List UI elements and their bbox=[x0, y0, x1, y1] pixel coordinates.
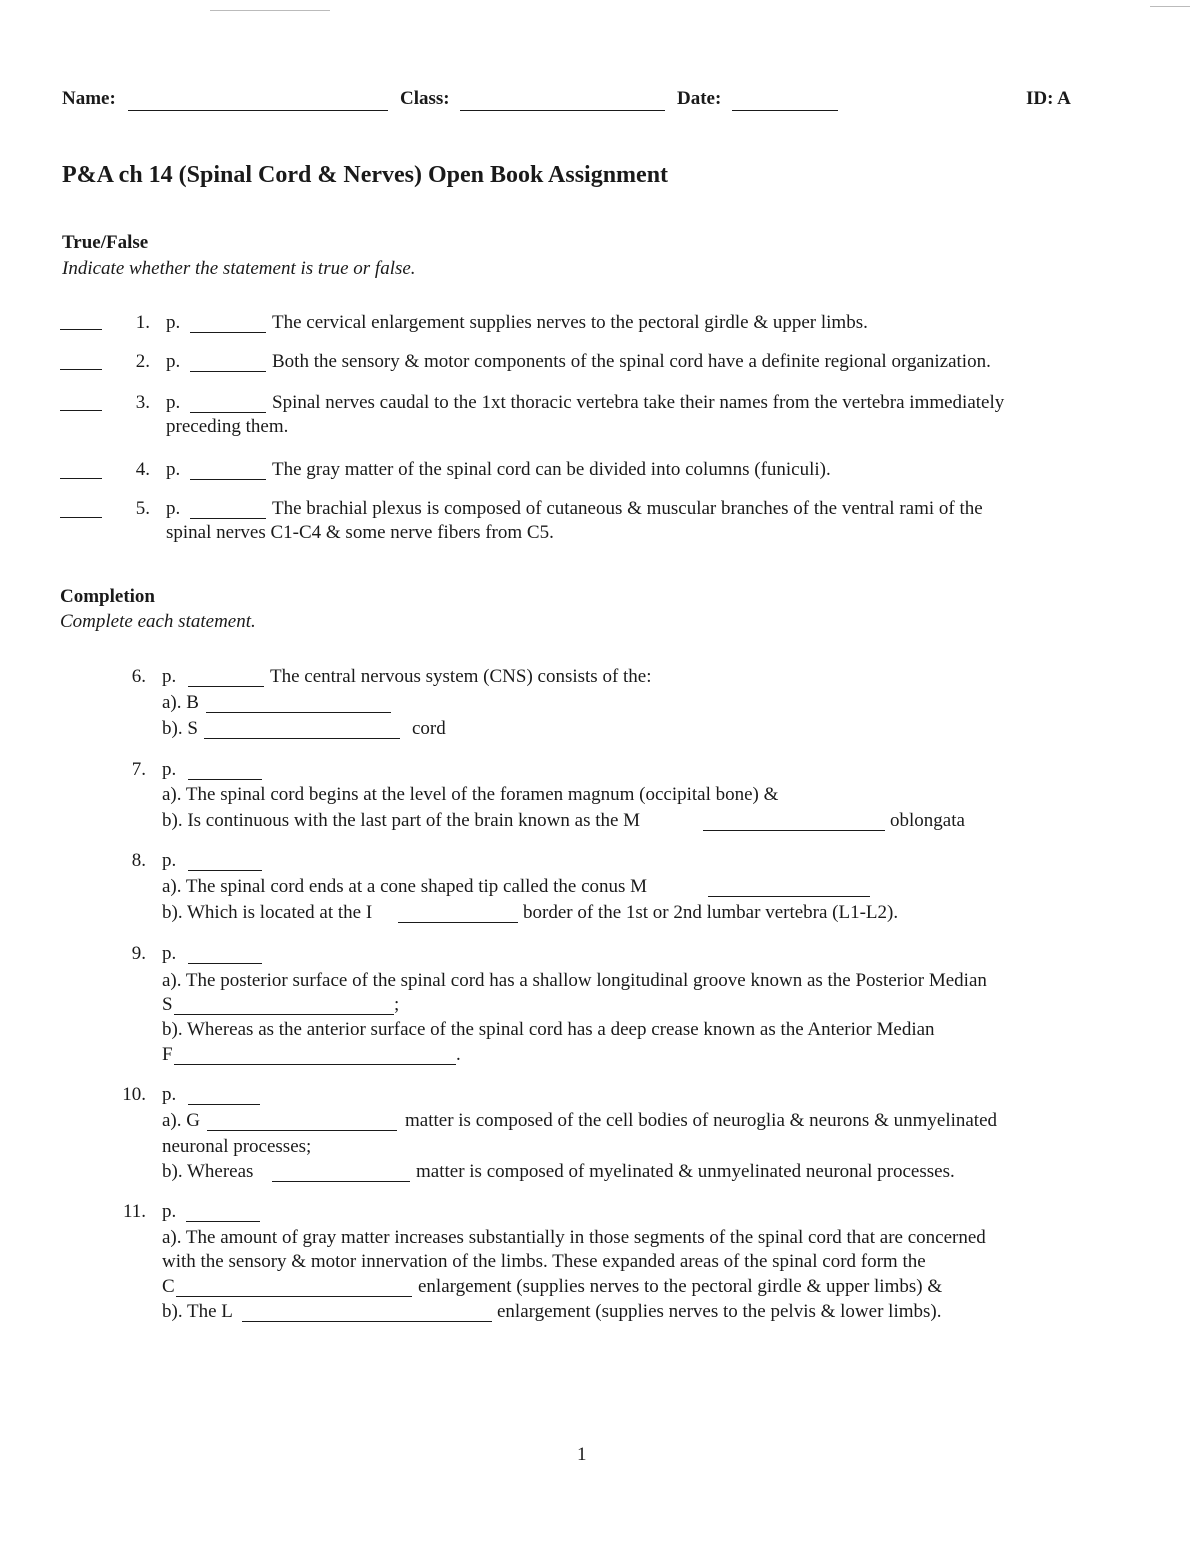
page-ref-blank[interactable] bbox=[190, 316, 266, 333]
completion-heading: Completion bbox=[60, 586, 155, 607]
answer-blank[interactable] bbox=[174, 998, 394, 1015]
part-b-suffix: border of the 1st or 2nd lumbar vertebra (L1-L2). bbox=[523, 902, 899, 923]
page-ref-blank[interactable] bbox=[188, 763, 262, 780]
page-ref-blank[interactable] bbox=[188, 1088, 260, 1105]
question-number: 8. bbox=[131, 850, 146, 871]
page-ref-label: p. bbox=[166, 392, 181, 413]
true-false-heading: True/False bbox=[62, 232, 149, 253]
part-a-label: S bbox=[162, 994, 173, 1015]
question-number: 11. bbox=[122, 1201, 146, 1222]
part-b-label: b). Is continuous with the last part of the brain known as the M bbox=[162, 810, 641, 831]
page-ref-blank[interactable] bbox=[188, 670, 264, 687]
id-label: ID: A bbox=[1026, 88, 1071, 109]
page-ref-label: p. bbox=[166, 351, 181, 372]
question-number: 4. bbox=[135, 459, 150, 480]
part-a-text: a). The amount of gray matter increases substantially in those segments of the spinal cord that are concerned bbox=[162, 1227, 986, 1248]
page-ref-label: p. bbox=[162, 1201, 177, 1222]
scan-artifact bbox=[210, 10, 330, 11]
part-a-label: a). The spinal cord ends at a cone shaped tip called the conus M bbox=[162, 876, 648, 897]
date-label: Date: bbox=[677, 88, 722, 109]
answer-blank[interactable] bbox=[60, 394, 102, 411]
question-number: 6. bbox=[131, 666, 146, 687]
question-text: Spinal nerves caudal to the 1xt thoracic vertebra take their names from the vertebra immediately bbox=[272, 392, 1005, 413]
part-a-suffix: ; bbox=[394, 994, 400, 1015]
scan-artifact bbox=[1150, 6, 1190, 7]
answer-blank[interactable] bbox=[703, 814, 885, 831]
part-b-label: b). S bbox=[162, 718, 198, 739]
part-b-suffix: matter is composed of myelinated & unmyelinated neuronal processes. bbox=[416, 1161, 955, 1182]
page-ref-label: p. bbox=[162, 759, 177, 780]
part-a-label: a). G bbox=[162, 1110, 200, 1131]
class-blank[interactable] bbox=[460, 94, 665, 111]
part-b-label: b). Which is located at the I bbox=[162, 902, 373, 923]
page-number: 1 bbox=[577, 1444, 587, 1465]
question-text: Both the sensory & motor components of the spinal cord have a definite regional organization. bbox=[272, 351, 991, 372]
part-a-suffix: enlargement (supplies nerves to the pectoral girdle & upper limbs) & bbox=[418, 1276, 943, 1297]
page-ref-label: p. bbox=[166, 498, 181, 519]
answer-blank[interactable] bbox=[176, 1280, 412, 1297]
part-b-label: F bbox=[162, 1044, 173, 1065]
answer-blank[interactable] bbox=[60, 353, 102, 370]
page-ref-label: p. bbox=[162, 850, 177, 871]
page-ref-blank[interactable] bbox=[190, 396, 266, 413]
answer-blank[interactable] bbox=[708, 880, 870, 897]
question-text: The central nervous system (CNS) consists of the: bbox=[270, 666, 652, 687]
part-a-suffix: matter is composed of the cell bodies of neuroglia & neurons & unmyelinated bbox=[405, 1110, 998, 1131]
part-a-label: a). B bbox=[162, 692, 199, 713]
question-number: 9. bbox=[131, 943, 146, 964]
class-label: Class: bbox=[400, 88, 450, 109]
part-a-continued: neuronal processes; bbox=[162, 1136, 312, 1157]
page-ref-blank[interactable] bbox=[190, 463, 266, 480]
answer-blank[interactable] bbox=[207, 1114, 397, 1131]
question-text: The gray matter of the spinal cord can be divided into columns (funiculi). bbox=[272, 459, 831, 480]
question-number: 2. bbox=[135, 351, 150, 372]
part-a-text: a). The spinal cord begins at the level of the foramen magnum (occipital bone) & bbox=[162, 784, 779, 805]
answer-blank[interactable] bbox=[206, 696, 391, 713]
part-a-text: a). The posterior surface of the spinal cord has a shallow longitudinal groove known as the Posterior Median bbox=[162, 970, 987, 991]
answer-blank[interactable] bbox=[398, 906, 518, 923]
question-text: The brachial plexus is composed of cutaneous & muscular branches of the ventral rami of the bbox=[272, 498, 983, 519]
date-blank[interactable] bbox=[732, 94, 838, 111]
answer-blank[interactable] bbox=[272, 1165, 410, 1182]
part-b-suffix: oblongata bbox=[890, 810, 965, 831]
question-text: The cervical enlargement supplies nerves to the pectoral girdle & upper limbs. bbox=[272, 312, 868, 333]
page-ref-label: p. bbox=[162, 666, 177, 687]
part-b-suffix: . bbox=[456, 1044, 461, 1065]
page-ref-blank[interactable] bbox=[186, 1205, 260, 1222]
question-number: 3. bbox=[135, 392, 150, 413]
name-label: Name: bbox=[62, 88, 116, 109]
part-b-suffix: enlargement (supplies nerves to the pelvis & lower limbs). bbox=[497, 1301, 942, 1322]
answer-blank[interactable] bbox=[60, 501, 102, 518]
part-b-text: b). Whereas as the anterior surface of the spinal cord has a deep crease known as the Anterior Median bbox=[162, 1019, 935, 1040]
page-ref-label: p. bbox=[162, 943, 177, 964]
answer-blank[interactable] bbox=[174, 1048, 456, 1065]
question-number: 1. bbox=[135, 312, 150, 333]
page-ref-label: p. bbox=[162, 1084, 177, 1105]
question-number: 10. bbox=[122, 1084, 146, 1105]
part-b-label: b). Whereas bbox=[162, 1161, 254, 1182]
page-ref-label: p. bbox=[166, 312, 181, 333]
answer-blank[interactable] bbox=[60, 313, 102, 330]
true-false-instruction: Indicate whether the statement is true or false. bbox=[62, 258, 416, 279]
name-blank[interactable] bbox=[128, 94, 388, 111]
page-ref-blank[interactable] bbox=[190, 355, 266, 372]
part-b-suffix: cord bbox=[412, 718, 446, 739]
question-number: 7. bbox=[131, 759, 146, 780]
part-b-label: b). The L bbox=[162, 1301, 233, 1322]
answer-blank[interactable] bbox=[60, 462, 102, 479]
page-ref-blank[interactable] bbox=[188, 854, 262, 871]
answer-blank[interactable] bbox=[242, 1305, 492, 1322]
question-text-continued: preceding them. bbox=[166, 416, 289, 437]
question-number: 5. bbox=[135, 498, 150, 519]
page-ref-blank[interactable] bbox=[190, 502, 266, 519]
page-ref-label: p. bbox=[166, 459, 181, 480]
completion-instruction: Complete each statement. bbox=[60, 611, 256, 632]
page-ref-blank[interactable] bbox=[188, 947, 262, 964]
page-title: P&A ch 14 (Spinal Cord & Nerves) Open Book Assignment bbox=[62, 162, 669, 188]
question-text-continued: spinal nerves C1-C4 & some nerve fibers from C5. bbox=[166, 522, 554, 543]
answer-blank[interactable] bbox=[204, 722, 400, 739]
part-a-text-continued: with the sensory & motor innervation of the limbs. These expanded areas of the spinal cord form the bbox=[162, 1251, 926, 1272]
part-a-label: C bbox=[162, 1276, 175, 1297]
